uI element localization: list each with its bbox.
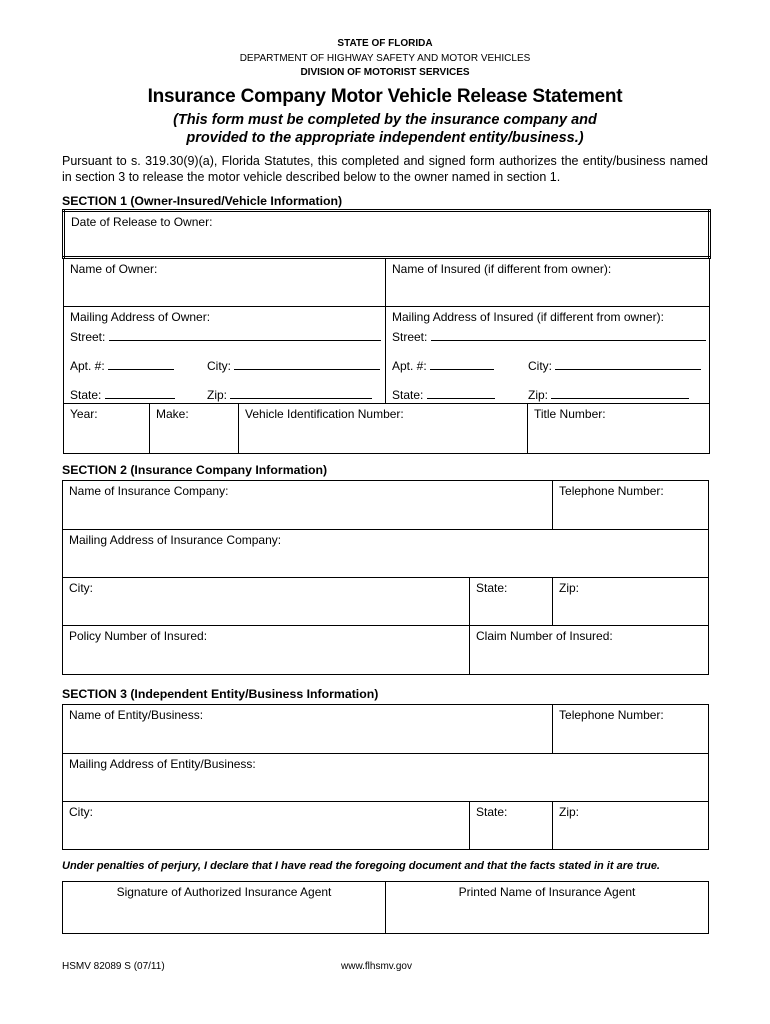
owner-address-block (64, 307, 386, 404)
date-of-release-field[interactable] (64, 211, 710, 258)
form-subtitle (0, 111, 770, 147)
section-1-heading: SECTION 1 (Owner-Insured/Vehicle Information) (62, 194, 343, 208)
insured-street-row[interactable] (392, 328, 706, 344)
signature-table (62, 881, 709, 934)
insured-street-label: Street: (392, 330, 428, 344)
date-of-release-label: Date of Release to Owner: (71, 215, 213, 229)
section-3-heading: SECTION 3 (Independent Entity/Business Information) (62, 687, 379, 701)
owner-apt-line[interactable] (108, 357, 174, 370)
perjury-statement: Under penalties of perjury, I declare that I have read the foregoing document and that the facts stated in it are true. (62, 860, 660, 872)
insurance-zip-field[interactable] (553, 578, 709, 626)
entity-city-label: City: (69, 805, 93, 819)
subtitle-line-1: (This form must be completed by the insurance company and (173, 112, 597, 128)
insured-state-line[interactable] (427, 386, 495, 399)
agent-signature-field[interactable] (63, 882, 386, 934)
year-label: Year: (70, 407, 98, 421)
insurance-mailing-label: Mailing Address of Insurance Company: (69, 533, 282, 547)
section-2-table (62, 480, 709, 675)
name-of-insured-label: Name of Insured (if different from owner): (392, 262, 612, 276)
mailing-owner-label: Mailing Address of Owner: (70, 310, 211, 324)
mailing-insured-label: Mailing Address of Insured (if different from owner): (392, 310, 664, 324)
insured-apt-row[interactable] (392, 357, 494, 373)
insured-state-row[interactable] (392, 386, 495, 402)
insurance-telephone-field[interactable] (553, 481, 709, 530)
insured-street-line[interactable] (431, 328, 706, 341)
entity-state-label: State: (476, 805, 508, 819)
owner-zip-row[interactable] (207, 386, 372, 402)
entity-mailing-field[interactable] (63, 754, 709, 802)
owner-street-label: Street: (70, 330, 106, 344)
entity-city-field[interactable] (63, 802, 470, 850)
insured-city-row[interactable] (528, 357, 701, 373)
entity-zip-label: Zip: (559, 805, 580, 819)
insurance-company-name-field[interactable] (63, 481, 553, 530)
department-heading: DEPARTMENT OF HIGHWAY SAFETY AND MOTOR VEHICLES (239, 53, 531, 64)
owner-street-line[interactable] (109, 328, 381, 341)
policy-number-label: Policy Number of Insured: (69, 629, 208, 643)
name-of-owner-field[interactable] (64, 258, 386, 307)
owner-apt-row[interactable] (70, 357, 174, 373)
entity-mailing-label: Mailing Address of Entity/Business: (69, 757, 256, 771)
insurance-state-field[interactable] (470, 578, 553, 626)
agent-signature-label: Signature of Authorized Insurance Agent (116, 885, 332, 899)
entity-state-field[interactable] (470, 802, 553, 850)
section-3-table (62, 704, 709, 850)
insured-apt-line[interactable] (430, 357, 494, 370)
owner-zip-label: Zip: (207, 388, 228, 402)
entity-zip-field[interactable] (553, 802, 709, 850)
owner-city-row[interactable] (207, 357, 380, 373)
title-number-field[interactable] (528, 404, 710, 454)
insurance-company-name-label: Name of Insurance Company: (69, 484, 229, 498)
insurance-state-label: State: (476, 581, 508, 595)
entity-telephone-field[interactable] (553, 705, 709, 754)
insurance-telephone-label: Telephone Number: (559, 484, 664, 498)
entity-telephone-label: Telephone Number: (559, 708, 664, 722)
section-1-table (62, 209, 711, 454)
section-2-heading: SECTION 2 (Insurance Company Information) (62, 463, 328, 477)
insurance-zip-label: Zip: (559, 581, 580, 595)
insurance-city-label: City: (69, 581, 93, 595)
subtitle-line-2: provided to the appropriate independent entity/business.) (186, 130, 584, 146)
printed-name-label: Printed Name of Insurance Agent (458, 885, 636, 899)
owner-street-row[interactable] (70, 328, 381, 344)
owner-zip-line[interactable] (230, 386, 372, 399)
division-heading: DIVISION OF MOTORIST SERVICES (300, 67, 470, 78)
state-heading: STATE OF FLORIDA (337, 38, 433, 49)
owner-city-label: City: (207, 359, 231, 373)
claim-number-label: Claim Number of Insured: (476, 629, 613, 643)
entity-name-field[interactable] (63, 705, 553, 754)
insured-city-label: City: (528, 359, 552, 373)
insured-state-label: State: (392, 388, 424, 402)
make-label: Make: (156, 407, 189, 421)
insured-zip-row[interactable] (528, 386, 689, 402)
owner-city-line[interactable] (234, 357, 380, 370)
owner-state-label: State: (70, 388, 102, 402)
name-of-owner-label: Name of Owner: (70, 262, 158, 276)
name-of-insured-field[interactable] (386, 258, 710, 307)
make-field[interactable] (150, 404, 239, 454)
vin-field[interactable] (239, 404, 528, 454)
insured-apt-label: Apt. #: (392, 359, 427, 373)
insurance-city-field[interactable] (63, 578, 470, 626)
website-link[interactable]: www.flhsmv.gov (341, 961, 412, 972)
owner-apt-label: Apt. #: (70, 359, 105, 373)
claim-number-field[interactable] (470, 626, 709, 675)
vin-label: Vehicle Identification Number: (245, 407, 404, 421)
insured-zip-label: Zip: (528, 388, 549, 402)
title-number-label: Title Number: (534, 407, 606, 421)
insurance-mailing-field[interactable] (63, 530, 709, 578)
form-title: Insurance Company Motor Vehicle Release Statement (147, 86, 623, 107)
year-field[interactable] (64, 404, 150, 454)
form-number: HSMV 82089 S (07/11) (62, 961, 165, 972)
insured-address-block (386, 307, 710, 404)
intro-paragraph: Pursuant to s. 319.30(9)(a), Florida Statutes, this completed and signed form authorizes the entity/business named in section 3 to release the motor vehicle described below to the owner named in section 1. (62, 154, 708, 184)
entity-name-label: Name of Entity/Business: (69, 708, 204, 722)
owner-state-line[interactable] (105, 386, 175, 399)
printed-name-field[interactable] (386, 882, 709, 934)
insured-zip-line[interactable] (551, 386, 689, 399)
owner-state-row[interactable] (70, 386, 175, 402)
policy-number-field[interactable] (63, 626, 470, 675)
insured-city-line[interactable] (555, 357, 701, 370)
